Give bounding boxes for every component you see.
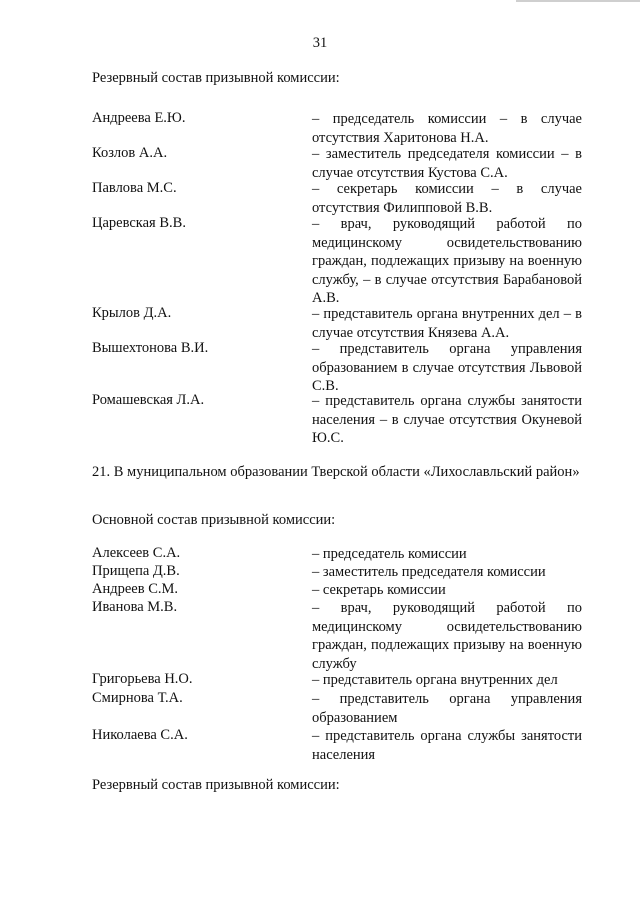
member-role: – врач, руководящий работой по медицинскому освидетельствованию граждан, подлежащих призыву на военную службу bbox=[312, 600, 582, 672]
member-role: – представитель органа службы занятости населения – в случае отсутствия Окуневой Ю.С. bbox=[312, 393, 582, 446]
member-role: – председатель комиссии bbox=[312, 546, 467, 562]
member-role: – заместитель председателя комиссии – в случае отсутствия Кустова С.А. bbox=[312, 146, 582, 181]
scan-edge-line bbox=[516, 0, 640, 2]
member-name: Андреева Е.Ю. bbox=[92, 110, 186, 126]
reserve-title-1: Резервный состав призывной комиссии: bbox=[92, 70, 340, 86]
member-name: Иванова М.В. bbox=[92, 599, 178, 615]
member-role: – представитель органа внутренних дел bbox=[312, 672, 558, 688]
member-name: Козлов А.А. bbox=[92, 145, 168, 161]
main-title: Основной состав призывной комиссии: bbox=[92, 512, 336, 528]
member-name: Прищепа Д.В. bbox=[92, 563, 180, 579]
member-name: Крылов Д.А. bbox=[92, 305, 172, 321]
member-name: Вышехтонова В.И. bbox=[92, 340, 209, 356]
member-role: – представитель органа службы занятости населения bbox=[312, 728, 582, 763]
member-role: – заместитель председателя комиссии bbox=[312, 564, 546, 580]
member-role: – врач, руководящий работой по медицинскому освидетельствованию граждан, подлежащих призыву на военную службу, – в случае отсутствия Барабановой А.В. bbox=[312, 216, 582, 306]
member-role: – секретарь комиссии – в случае отсутствия Филипповой В.В. bbox=[312, 181, 582, 216]
member-role: – председатель комиссии – в случае отсутствия Харитонова Н.А. bbox=[312, 111, 582, 146]
member-role: – секретарь комиссии bbox=[312, 582, 446, 598]
member-name: Павлова М.С. bbox=[92, 180, 177, 196]
section-21-heading: 21. В муниципальном образовании Тверской области «Лихославльский район» bbox=[92, 464, 580, 480]
page-number: 31 bbox=[312, 35, 328, 51]
reserve-title-2: Резервный состав призывной комиссии: bbox=[92, 777, 340, 793]
member-role: – представитель органа управления образованием в случае отсутствия Львовой С.В. bbox=[312, 341, 582, 394]
member-name: Ромашевская Л.А. bbox=[92, 392, 205, 408]
member-name: Николаева С.А. bbox=[92, 727, 188, 743]
member-name: Андреев С.М. bbox=[92, 581, 179, 597]
member-name: Алексеев С.А. bbox=[92, 545, 181, 561]
member-role: – представитель органа внутренних дел – в случае отсутствия Князева А.А. bbox=[312, 306, 582, 341]
member-name: Григорьева Н.О. bbox=[92, 671, 193, 687]
member-name: Смирнова Т.А. bbox=[92, 690, 183, 706]
member-name: Царевская В.В. bbox=[92, 215, 186, 231]
member-role: – представитель органа управления образованием bbox=[312, 691, 582, 726]
